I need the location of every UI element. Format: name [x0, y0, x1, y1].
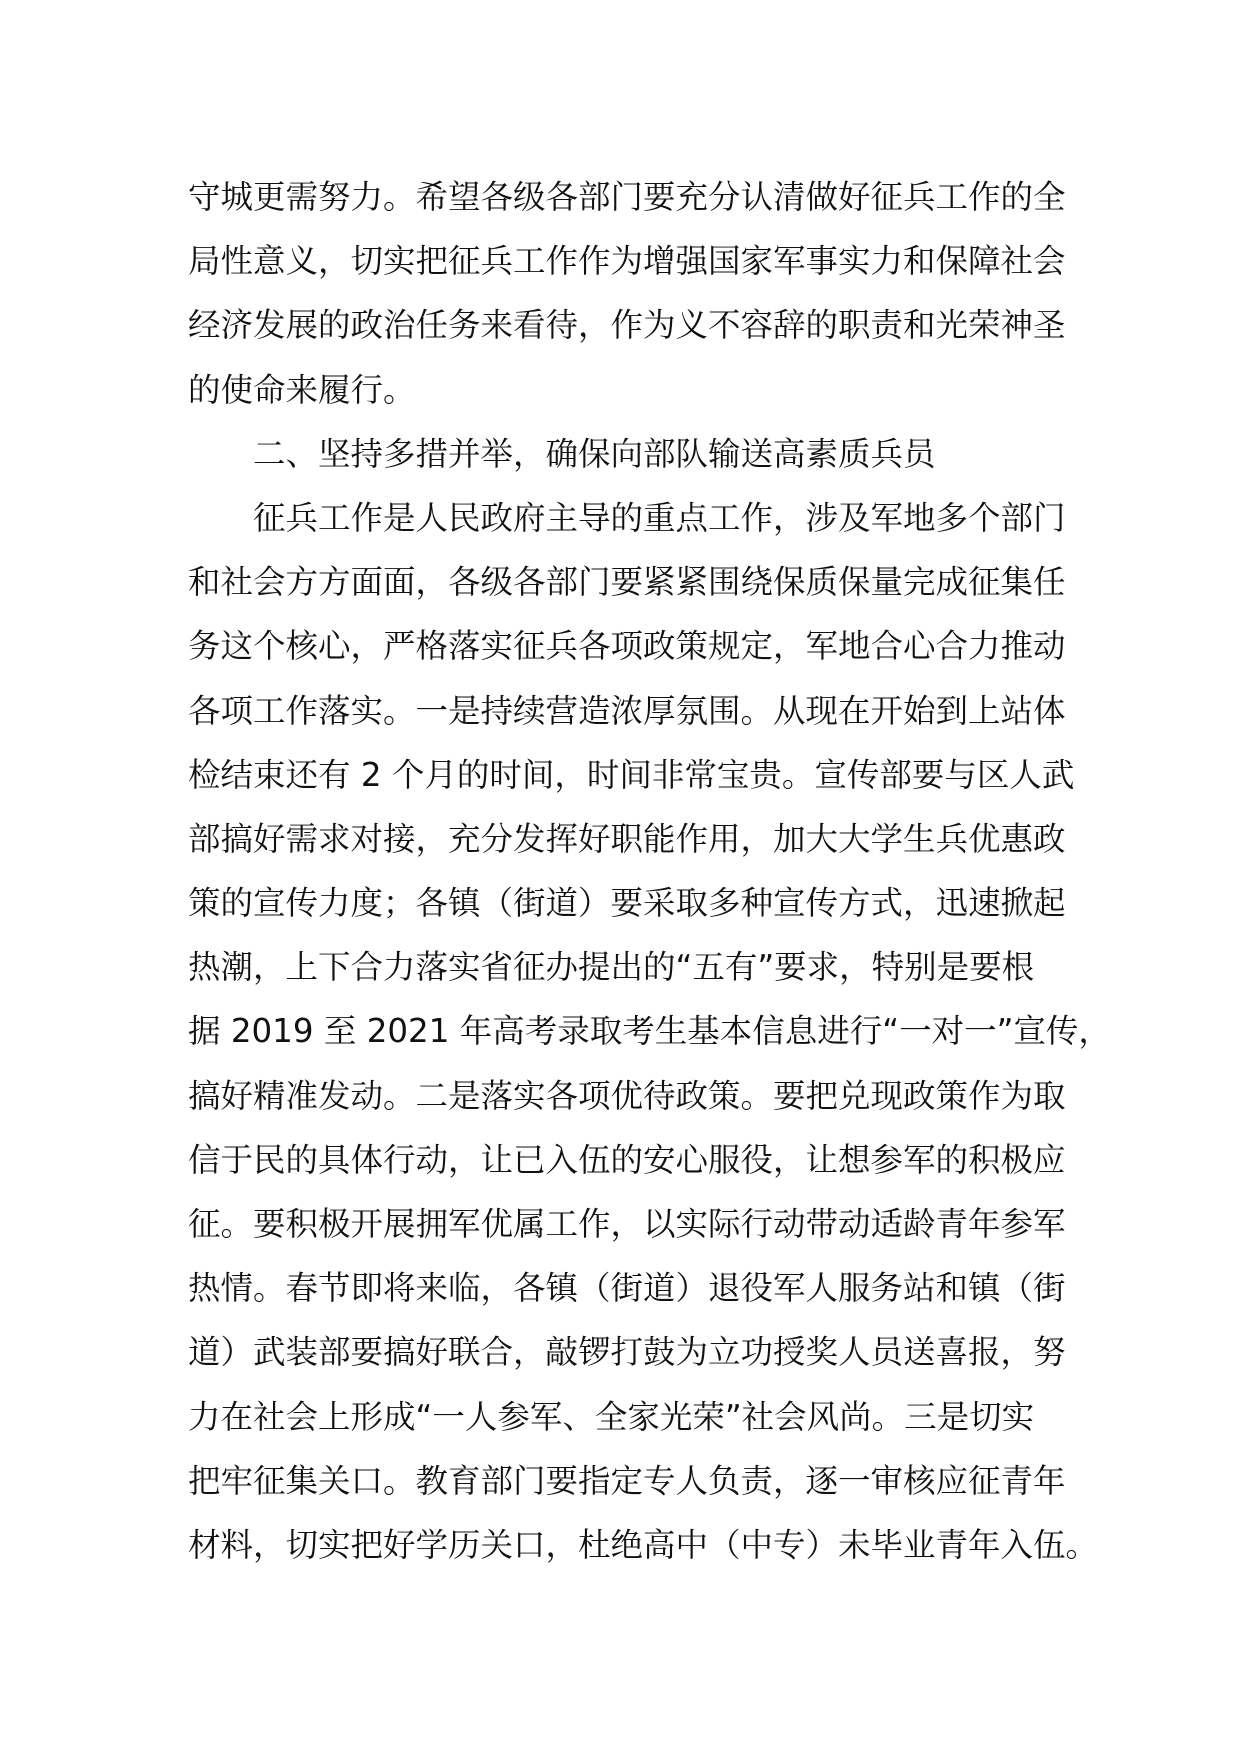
section-heading: 二、坚持多措并举，确保向部队输送高素质兵员 [253, 434, 936, 473]
text-line: 策的宣传力度；各镇（街道）要采取多种宣传方式，迅速掀起 [188, 884, 1066, 923]
text-line: 材料，切实把好学历关口，杜绝高中（中专）未毕业青年入伍。 [188, 1525, 1099, 1564]
text-line: 热潮，上下合力落实省征办提出的“五有”要求，特别是要根 [188, 948, 1035, 987]
text-line: 局性意义，切实把征兵工作作为增强国家军事实力和保障社会 [188, 242, 1066, 281]
text-line: 部搞好需求对接，充分发挥好职能作用，加大大学生兵优惠政 [188, 819, 1066, 858]
text-line: 热情。春节即将来临，各镇（街道）退役军人服务站和镇（街 [188, 1269, 1066, 1308]
text-line: 据 2019 至 2021 年高考录取考生基本信息进行“一对一”宣传， [188, 1012, 1111, 1051]
text-line: 检结束还有 2 个月的时间，时间非常宝贵。宣传部要与区人武 [188, 755, 1075, 794]
text-line: 和社会方方面面，各级各部门要紧紧围绕保质保量完成征集任 [188, 563, 1066, 602]
text-line: 道）武装部要搞好联合，敲锣打鼓为立功授奖人员送喜报，努 [188, 1333, 1066, 1372]
text-line: 守城更需努力。希望各级各部门要充分认清做好征兵工作的全 [188, 178, 1066, 216]
body-text [188, 165, 1111, 1577]
text-line: 征兵工作是人民政府主导的重点工作，涉及军地多个部门 [253, 498, 1066, 537]
text-line: 各项工作落实。一是持续营造浓厚氛围。从现在开始到上站体 [188, 691, 1066, 730]
text-line: 务这个核心，严格落实征兵各项政策规定，军地合心合力推动 [188, 627, 1066, 666]
text-line: 的使命来履行。 [188, 370, 416, 409]
text-line: 征。要积极开展拥军优属工作，以实际行动带动适龄青年参军 [188, 1205, 1066, 1243]
text-line: 搞好精准发动。二是落实各项优待政策。要把兑现政策作为取 [188, 1076, 1066, 1115]
text-line: 信于民的具体行动，让已入伍的安心服役，让想参军的积极应 [188, 1140, 1066, 1179]
text-line: 力在社会上形成“一人参军、全家光荣”社会风尚。三是切实 [188, 1397, 1035, 1436]
text-line: 经济发展的政治任务来看待，作为义不容辞的职责和光荣神圣 [188, 306, 1066, 345]
text-line: 把牢征集关口。教育部门要指定专人负责，逐一审核应征青年 [188, 1461, 1066, 1500]
